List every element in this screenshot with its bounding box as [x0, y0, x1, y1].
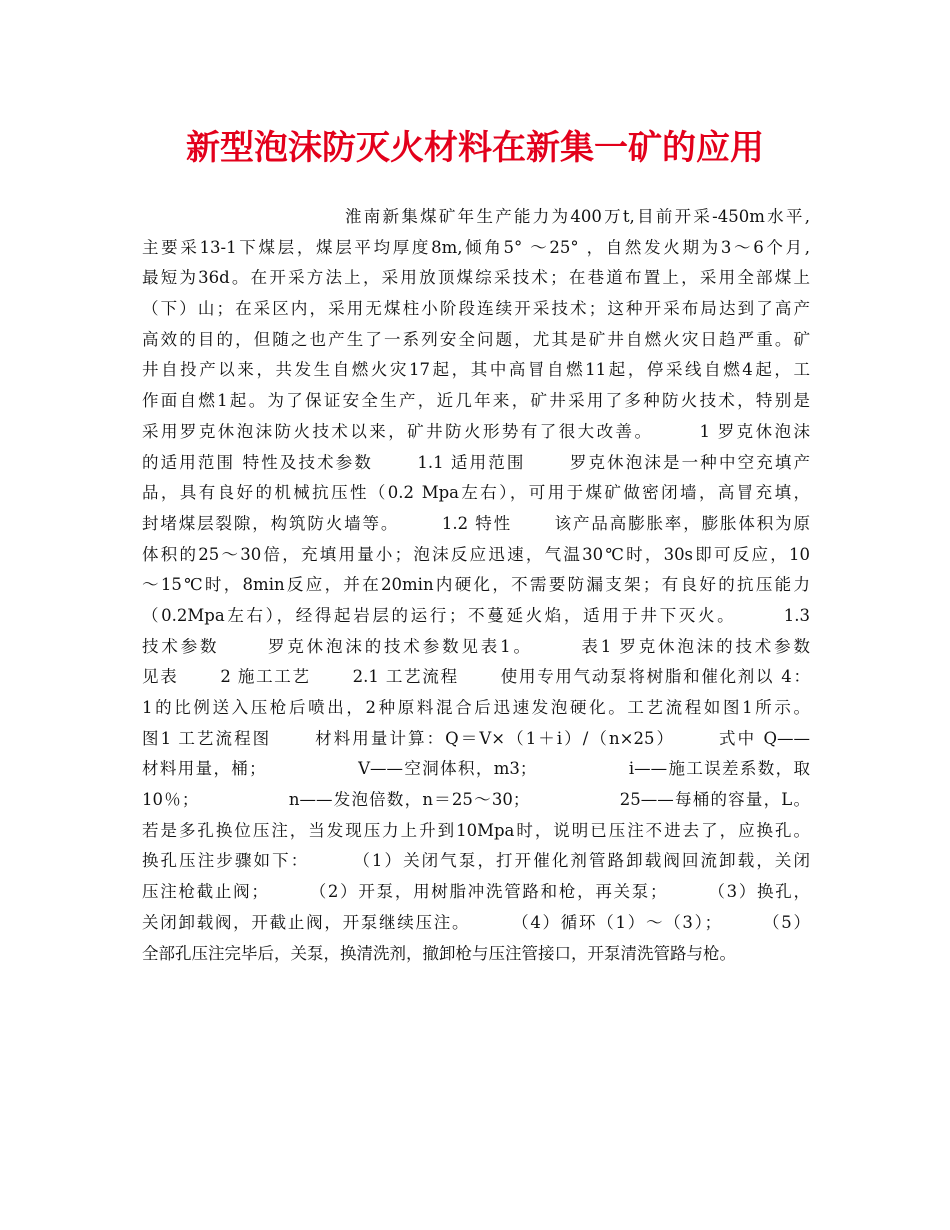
body-line: 压注枪截止阀； （2）开泵，用树脂冲洗管路和枪，再关泵； （3）换孔，	[142, 882, 810, 902]
body-line: 高效的目的，但随之也产生了一系列安全问题，尤其是矿井自燃火灾日趋严重。矿	[142, 329, 810, 349]
body-line: 1的比例送入压枪后喷出，2种原料混合后迅速发泡硬化。工艺流程如图1所示。	[142, 698, 810, 717]
body-line: 淮南新集煤矿年生产能力为400万t,目前开采-450m水平,	[345, 207, 810, 226]
body-line: 若是多孔换位压注，当发现压力上升到10Mpa时，说明已压注不进去了，应换孔。	[142, 820, 810, 840]
body-line: 技术参数 罗克休泡沫的技术参数见表1。 表1 罗克休泡沫的技术参数	[142, 636, 810, 656]
body-line: 作面自燃1起。为了保证安全生产，近几年来，矿井采用了多种防火技术，特别是	[142, 391, 810, 411]
body-line: 材料用量，桶； V——空洞体积，m3； i——施工误差系数，取	[142, 759, 810, 779]
body-line: 全部孔压注完毕后，关泵，换清洗剂，撤卸枪与压注管接口，开泵清洗管路与枪。	[142, 943, 736, 963]
body-line: （下）山；在采区内，采用无煤柱小阶段连续开采技术；这种开采布局达到了高产	[142, 299, 810, 319]
body-line: 见表 2 施工工艺 2.1 工艺流程 使用专用气动泵将树脂和催化剂以 4：	[142, 667, 810, 687]
body-line: 体积的25～30倍，充填用量小；泡沫反应迅速，气温30℃时，30s即可反应，10	[142, 544, 810, 564]
body-line: 主要采13-1下煤层，煤层平均厚度8m,倾角5° ～25° ，自然发火期为3～6个月,	[142, 237, 810, 257]
body-line: 10％； n——发泡倍数，n＝25～30； 25——每桶的容量，L。	[142, 790, 810, 810]
body-line: （0.2Mpa左右），经得起岩层的运行；不蔓延火焰，适用于井下灭火。 1.3	[142, 605, 810, 625]
document-title: 新型泡沫防灭火材料在新集一矿的应用	[186, 128, 764, 168]
body-line: ～15℃时，8min反应，并在20min内硬化，不需要防漏支架；有良好的抗压能力	[142, 575, 810, 595]
body-line: 采用罗克休泡沫防火技术以来，矿井防火形势有了很大改善。 1 罗克休泡沫	[142, 421, 810, 441]
body-line: 井自投产以来，共发生自燃火灾17起，其中高冒自燃11起，停采线自燃4起，工	[142, 360, 810, 380]
body-line: 图1 工艺流程图 材料用量计算：Q＝V×（1＋i）/（n×25） 式中 Q——	[142, 728, 810, 748]
body-line: 品，具有良好的机械抗压性（0.2 Mpa左右），可用于煤矿做密闭墙，高冒充填，	[142, 483, 810, 503]
body-line: 最短为36d。在开采方法上，采用放顶煤综采技术；在巷道布置上，采用全部煤上	[142, 268, 810, 288]
body-line: 换孔压注步骤如下： （1）关闭气泵，打开催化剂管路卸载阀回流卸载，关闭	[142, 851, 810, 871]
body-line: 关闭卸载阀，开截止阀，开泵继续压注。 （4）循环（1）～（3）； （5）	[142, 912, 810, 932]
document-body	[142, 202, 810, 969]
body-line: 封堵煤层裂隙，构筑防火墙等。 1.2 特性 该产品高膨胀率，膨胀体积为原	[142, 513, 810, 533]
body-line: 的适用范围 特性及技术参数 1.1 适用范围 罗克休泡沫是一种中空充填产	[142, 452, 810, 472]
